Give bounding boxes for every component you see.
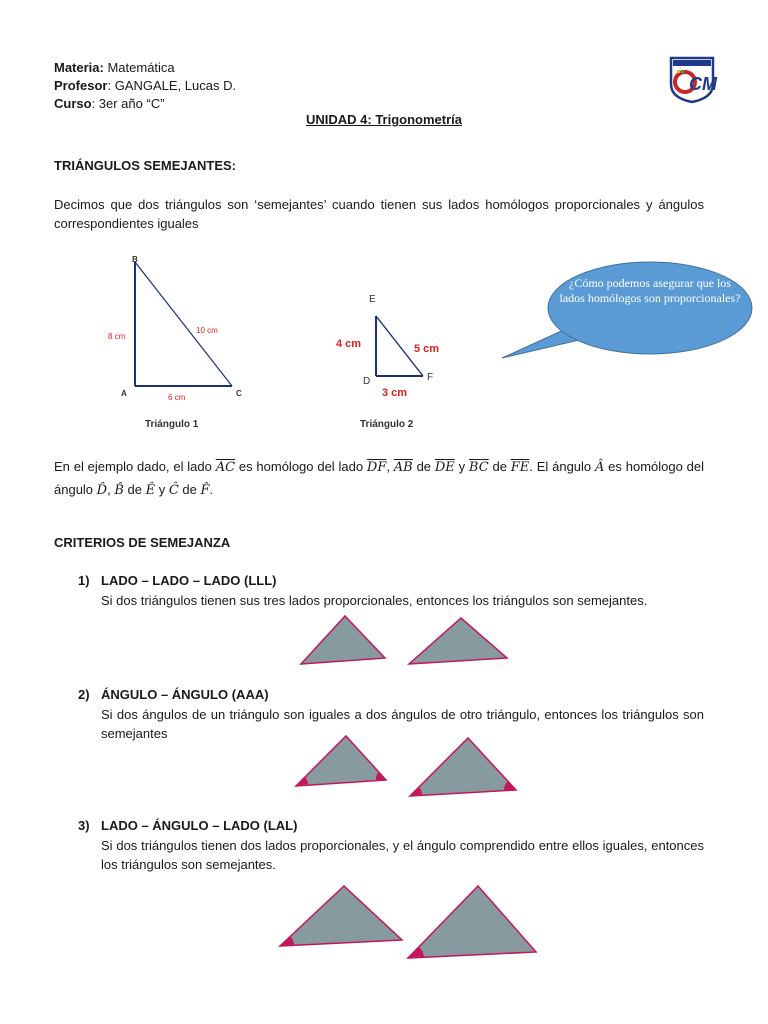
criterion-2-desc: Si dos ángulos de un triángulo son iguales a dos ángulos de otro triángulo, entonces los triángulos son semejantes xyxy=(101,707,704,741)
example-text: y xyxy=(454,459,469,474)
vertex-e: E xyxy=(369,294,376,305)
segment-fe: $\overline{FE}$ xyxy=(510,460,530,475)
vertex-d: D xyxy=(363,376,371,387)
example-text: es homólogo del lado xyxy=(235,459,367,474)
teacher-value: : GANGALE, Lucas D. xyxy=(107,78,237,93)
criterion-3-number: 3) xyxy=(78,818,90,833)
logo-text: CM xyxy=(689,74,717,94)
example-text: y xyxy=(155,482,169,497)
criterion-2-title: ÁNGULO – ÁNGULO (AAA) xyxy=(101,687,269,702)
subject-value: Matemática xyxy=(103,60,175,75)
example-paragraph xyxy=(54,456,704,502)
definition-paragraph: Decimos que dos triángulos son ‘semejantes’ cuando tienen sus lados homólogos proporcionales y ángulos correspondientes iguales xyxy=(54,197,704,231)
side-ac-label: 6 cm xyxy=(168,393,186,402)
side-bc-label: 10 cm xyxy=(196,326,218,335)
triangle-2 xyxy=(336,294,439,430)
course-line xyxy=(54,95,165,112)
aaa-triangle-large xyxy=(410,738,516,796)
segment-df: $\overline{DF}$ xyxy=(366,460,387,475)
example-text: . El ángulo xyxy=(529,459,595,474)
example-text: de xyxy=(178,482,201,497)
example-text: , xyxy=(386,459,394,474)
lal-triangle-small xyxy=(280,886,402,946)
lll-triangle-large xyxy=(409,618,507,664)
vertex-b: B xyxy=(132,255,138,264)
bubble-text: ¿Cómo podemos asegurar que los lados homólogos son proporcionales? xyxy=(559,276,741,305)
segment-ab: $\overline{AB}$ xyxy=(393,460,413,475)
similar-triangles-figure xyxy=(100,250,440,435)
criterion-3-title: LADO – ÁNGULO – LADO (LAL) xyxy=(101,818,298,833)
criteria-title: CRITERIOS DE SEMEJANZA xyxy=(54,535,231,550)
criterion-1-title: LADO – LADO – LADO (LLL) xyxy=(101,573,277,588)
lal-triangle-large xyxy=(408,886,536,958)
vertex-c: C xyxy=(236,389,242,398)
criterion-1-desc: Si dos triángulos tienen sus tres lados proporcionales, entonces los triángulos son semejantes. xyxy=(101,593,648,608)
example-text: es homólogo del ángulo xyxy=(54,459,704,497)
side-ab-label: 8 cm xyxy=(108,332,126,341)
angle-a: Â xyxy=(594,460,605,475)
example-text: . xyxy=(209,482,214,497)
example-text: En el ejemplo dado, el lado xyxy=(54,459,216,474)
criterion-2-figure xyxy=(290,730,525,800)
example-text: de xyxy=(488,459,511,474)
aaa-triangle-small xyxy=(296,736,386,786)
triangle-1 xyxy=(108,255,242,430)
vertex-a: A xyxy=(121,389,127,398)
angle-d: D̂ xyxy=(96,483,108,498)
teacher-line xyxy=(54,77,236,94)
criterion-3-desc: Si dos triángulos tienen dos lados proporcionales, y el ángulo comprendido entre ellos iguales, entonces los triángulos son semejantes. xyxy=(101,838,704,872)
subject-label: Materia: xyxy=(54,60,104,75)
angle-f: F̂ xyxy=(200,483,210,498)
criterion-2-number: 2) xyxy=(78,687,90,702)
example-text: de xyxy=(412,459,435,474)
course-label: Curso xyxy=(54,96,92,111)
criterion-1-figure xyxy=(295,612,515,670)
angle-b: B̂ xyxy=(114,483,124,498)
section-title: TRIÁNGULOS SEMEJANTES: xyxy=(54,158,237,173)
triangle-1-caption: Triángulo 1 xyxy=(145,419,199,430)
side-de-label: 4 cm xyxy=(336,338,362,350)
side-df-label: 3 cm xyxy=(382,387,408,399)
example-text: , xyxy=(107,482,115,497)
segment-bc: $\overline{BC}$ xyxy=(468,460,489,475)
triangle-2-caption: Triángulo 2 xyxy=(360,419,414,430)
angle-c: Ĉ xyxy=(168,483,179,498)
segment-ac: $\overline{AC}$ xyxy=(215,460,236,475)
angle-e: Ê xyxy=(145,483,156,498)
example-text: de xyxy=(123,482,146,497)
lll-triangle-small xyxy=(301,616,385,664)
question-bubble xyxy=(500,258,758,362)
unit-title: UNIDAD 4: Trigonometría xyxy=(305,112,462,127)
school-logo xyxy=(667,54,717,104)
side-ef-label: 5 cm xyxy=(414,343,440,355)
criterion-1-number: 1) xyxy=(78,573,90,588)
segment-de: $\overline{DE}$ xyxy=(434,460,455,475)
subject-line xyxy=(54,59,175,76)
teacher-label: Profesor xyxy=(54,78,108,93)
vertex-f: F xyxy=(427,372,434,383)
course-value: : 3er año “C” xyxy=(91,96,165,111)
criterion-3-figure xyxy=(274,880,544,964)
